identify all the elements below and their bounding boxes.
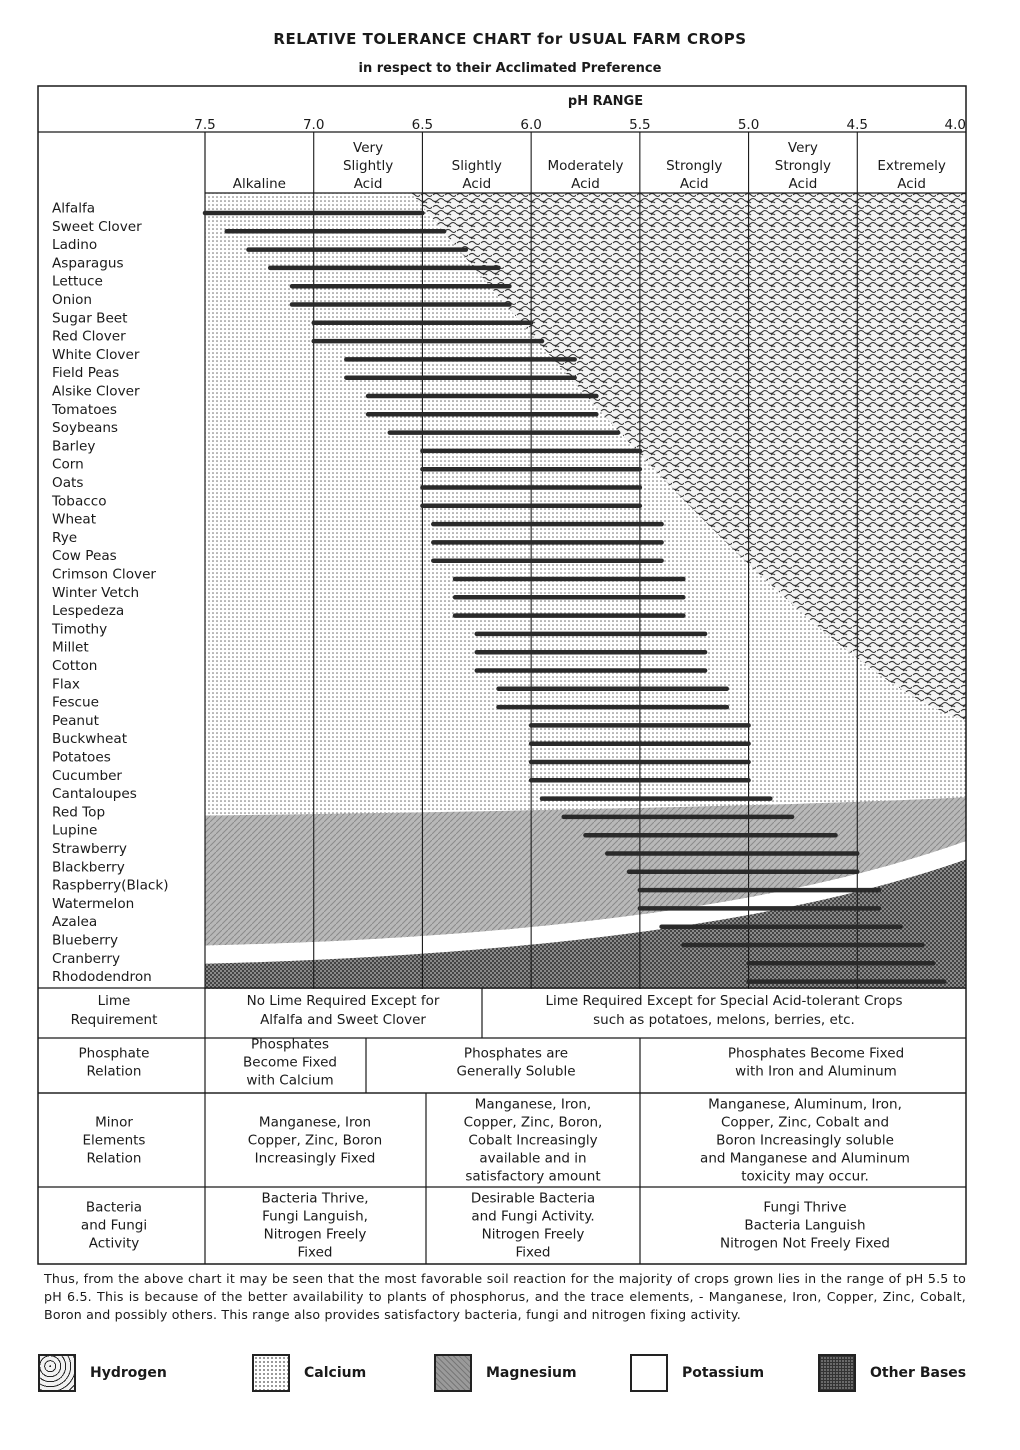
crop-label: Strawberry: [52, 841, 127, 857]
crop-label: Potatoes: [52, 749, 111, 766]
phosphate-c1: with Calcium: [246, 1072, 334, 1089]
legend-item-calcium: [252, 1354, 366, 1392]
summary-paragraph: Thus, from the above chart it may be seen that the most favorable soil reaction for the majority of crops grown lies in the range of pH 5.5 to pH 6.5. This is because of the better availability to plants of phosphorus, and the trace elements, - Manganese, Iron, Copper, Zinc, Cobalt, Boron and possibly others. This range also provides satisfactory bacteria, fungi and nitrogen fixing activity.: [44, 1271, 966, 1322]
minor-c2: available and in: [479, 1150, 587, 1167]
minor-c3: and Manganese and Aluminum: [700, 1150, 910, 1167]
zone-label: Acid: [897, 176, 927, 192]
minor-c3: toxicity may occur.: [741, 1168, 869, 1185]
crop-label: White Clover: [52, 346, 140, 363]
bacteria-label: Bacteria: [85, 1199, 143, 1216]
phosphate-c3: Phosphates Become Fixed: [727, 1045, 905, 1062]
crop-label: Cotton: [52, 658, 98, 674]
phosphate-c2: Phosphates are: [463, 1045, 569, 1062]
zone-label: Acid: [571, 176, 600, 192]
legend: [0, 1354, 1020, 1398]
crop-label: Sugar Beet: [52, 310, 128, 327]
x-tick-label: 5.0: [737, 117, 760, 133]
chart-title: RELATIVE TOLERANCE CHART for USUAL FARM CROPS: [273, 30, 747, 48]
crop-label: Red Clover: [52, 328, 126, 345]
crop-label: Lespedeza: [52, 603, 125, 620]
crop-label: Blackberry: [52, 859, 125, 876]
legend-label: Magnesium: [486, 1365, 577, 1381]
zone-label: Moderately: [547, 158, 624, 174]
crop-label: Blueberry: [52, 932, 119, 949]
crop-label: Alsike Clover: [52, 383, 140, 400]
minor-c2: Manganese, Iron,: [474, 1096, 592, 1113]
crop-label: Cucumber: [52, 767, 123, 784]
zone-label: Alkaline: [232, 176, 286, 192]
crop-label: Lettuce: [52, 273, 103, 290]
crop-label: Cantaloupes: [52, 786, 137, 803]
bacteria-c1: Bacteria Thrive,: [261, 1190, 369, 1207]
legend-item-magnesium: [434, 1354, 577, 1392]
bacteria-label: Activity: [88, 1235, 140, 1252]
bacteria-c3: Bacteria Languish: [744, 1217, 866, 1234]
bacteria-c3: Nitrogen Not Freely Fixed: [720, 1235, 890, 1252]
lime-right: Lime Required Except for Special Acid-tolerant Crops: [545, 993, 903, 1010]
relations-table: [38, 988, 966, 1264]
crop-label: Watermelon: [52, 895, 135, 912]
crop-label: Lupine: [52, 822, 98, 839]
lime-left: Alfalfa and Sweet Clover: [260, 1012, 426, 1029]
minor-c3: Manganese, Aluminum, Iron,: [708, 1096, 902, 1113]
legend-item-hydrogen: [38, 1354, 167, 1392]
zone-label: Extremely: [877, 158, 946, 174]
minor-c2: Cobalt Increasingly: [468, 1132, 598, 1149]
x-tick-label: 6.0: [520, 117, 542, 133]
crop-label: Winter Vetch: [52, 584, 140, 601]
x-tick-label: 4.5: [846, 117, 869, 133]
minor-label: Relation: [86, 1150, 142, 1167]
phosphate-label: Relation: [86, 1063, 142, 1080]
crop-label: Flax: [52, 676, 80, 693]
x-tick-label: 7.5: [194, 117, 216, 133]
crop-label: Timothy: [52, 621, 108, 638]
crop-label: Peanut: [52, 712, 99, 729]
phosphate-c3: with Iron and Aluminum: [735, 1063, 897, 1080]
crop-label: Barley: [52, 438, 96, 455]
zone-label: Acid: [462, 176, 492, 192]
phosphate-c2: Generally Soluble: [456, 1063, 576, 1080]
minor-label: Minor: [95, 1114, 133, 1131]
other-bases-swatch-icon: [818, 1354, 856, 1392]
hydrogen-swatch-icon: [38, 1354, 76, 1392]
minor-c2: satisfactory amount: [465, 1168, 601, 1185]
crop-label: Wheat: [52, 511, 97, 528]
zone-label: Strongly: [666, 158, 723, 174]
potassium-swatch-icon: [630, 1354, 668, 1392]
bacteria-c2: and Fungi Activity.: [471, 1208, 595, 1225]
zone-label: Acid: [788, 176, 818, 192]
phosphate-c1: Become Fixed: [243, 1054, 337, 1071]
crop-label: Field Peas: [52, 365, 120, 382]
nutrient-regions: [205, 193, 966, 989]
crop-label: Rhododendron: [52, 969, 152, 986]
x-tick-label: 6.5: [411, 117, 434, 133]
legend-item-other-bases: [818, 1354, 966, 1392]
bacteria-c1: Nitrogen Freely: [263, 1226, 367, 1243]
lime-right: such as potatoes, melons, berries, etc.: [593, 1012, 855, 1029]
zone-label: Slightly: [451, 158, 502, 174]
zone-label: Slightly: [342, 158, 394, 174]
minor-c3: Copper, Zinc, Cobalt and: [720, 1114, 890, 1131]
x-tick-label: 7.0: [302, 117, 325, 133]
minor-c2: Copper, Zinc, Boron,: [463, 1114, 603, 1131]
crop-label: Fescue: [52, 694, 99, 711]
crop-label: Onion: [52, 292, 93, 308]
crop-label: Sweet Clover: [52, 218, 142, 235]
crop-label: Oats: [52, 475, 84, 491]
bacteria-c2: Nitrogen Freely: [481, 1226, 585, 1243]
crop-label: Red Top: [52, 804, 106, 821]
crop-label: Tomatoes: [52, 401, 117, 418]
x-tick-label: 4.0: [944, 117, 966, 133]
phosphate-c1: Phosphates: [250, 1036, 330, 1053]
zone-label: Strongly: [774, 158, 832, 174]
crop-label: Millet: [52, 639, 89, 656]
crop-label: Buckwheat: [52, 731, 128, 748]
minor-c1: Increasingly Fixed: [254, 1150, 376, 1167]
minor-label: Elements: [82, 1132, 146, 1149]
crop-label: Cow Peas: [52, 548, 117, 565]
bacteria-c2: Fixed: [515, 1244, 551, 1261]
crop-label: Crimson Clover: [52, 566, 157, 583]
crop-label: Soybeans: [52, 420, 119, 437]
legend-label: Calcium: [304, 1365, 367, 1381]
crop-label: Tobacco: [52, 493, 107, 510]
crop-label: Asparagus: [52, 255, 124, 272]
crop-label: Corn: [52, 456, 84, 473]
zone-label: Very: [353, 140, 384, 156]
legend-label: Potassium: [682, 1365, 765, 1381]
magnesium-swatch-icon: [434, 1354, 472, 1392]
bacteria-label: and Fungi: [80, 1217, 148, 1234]
crop-label: Alfalfa: [52, 200, 96, 217]
legend-item-potassium: [630, 1354, 764, 1392]
minor-c3: Boron Increasingly soluble: [716, 1132, 894, 1149]
crop-label: Ladino: [52, 237, 98, 254]
x-tick-label: 5.5: [629, 117, 651, 133]
crop-label: Raspberry(Black): [52, 877, 169, 894]
zone-label: Acid: [353, 176, 383, 192]
zone-label: Very: [787, 140, 818, 156]
minor-c1: Manganese, Iron: [258, 1114, 372, 1131]
bacteria-c1: Fixed: [297, 1244, 333, 1261]
x-axis-label: pH RANGE: [567, 94, 644, 109]
lime-label: Requirement: [70, 1012, 158, 1029]
crop-label: Cranberry: [52, 950, 121, 967]
phosphate-label: Phosphate: [78, 1045, 150, 1062]
crop-label: Azalea: [52, 914, 98, 931]
bacteria-c3: Fungi Thrive: [763, 1199, 847, 1216]
zone-label: Acid: [679, 176, 709, 192]
legend-label: Other Bases: [870, 1365, 967, 1381]
chart-subtitle: in respect to their Acclimated Preference: [358, 61, 662, 76]
lime-left: No Lime Required Except for: [246, 993, 440, 1010]
crop-label: Rye: [52, 529, 78, 546]
bacteria-c2: Desirable Bacteria: [470, 1190, 596, 1207]
minor-c1: Copper, Zinc, Boron: [247, 1132, 383, 1149]
bacteria-c1: Fungi Languish,: [262, 1208, 368, 1225]
legend-label: Hydrogen: [90, 1365, 167, 1381]
calcium-swatch-icon: [252, 1354, 290, 1392]
lime-label: Lime: [97, 993, 131, 1010]
